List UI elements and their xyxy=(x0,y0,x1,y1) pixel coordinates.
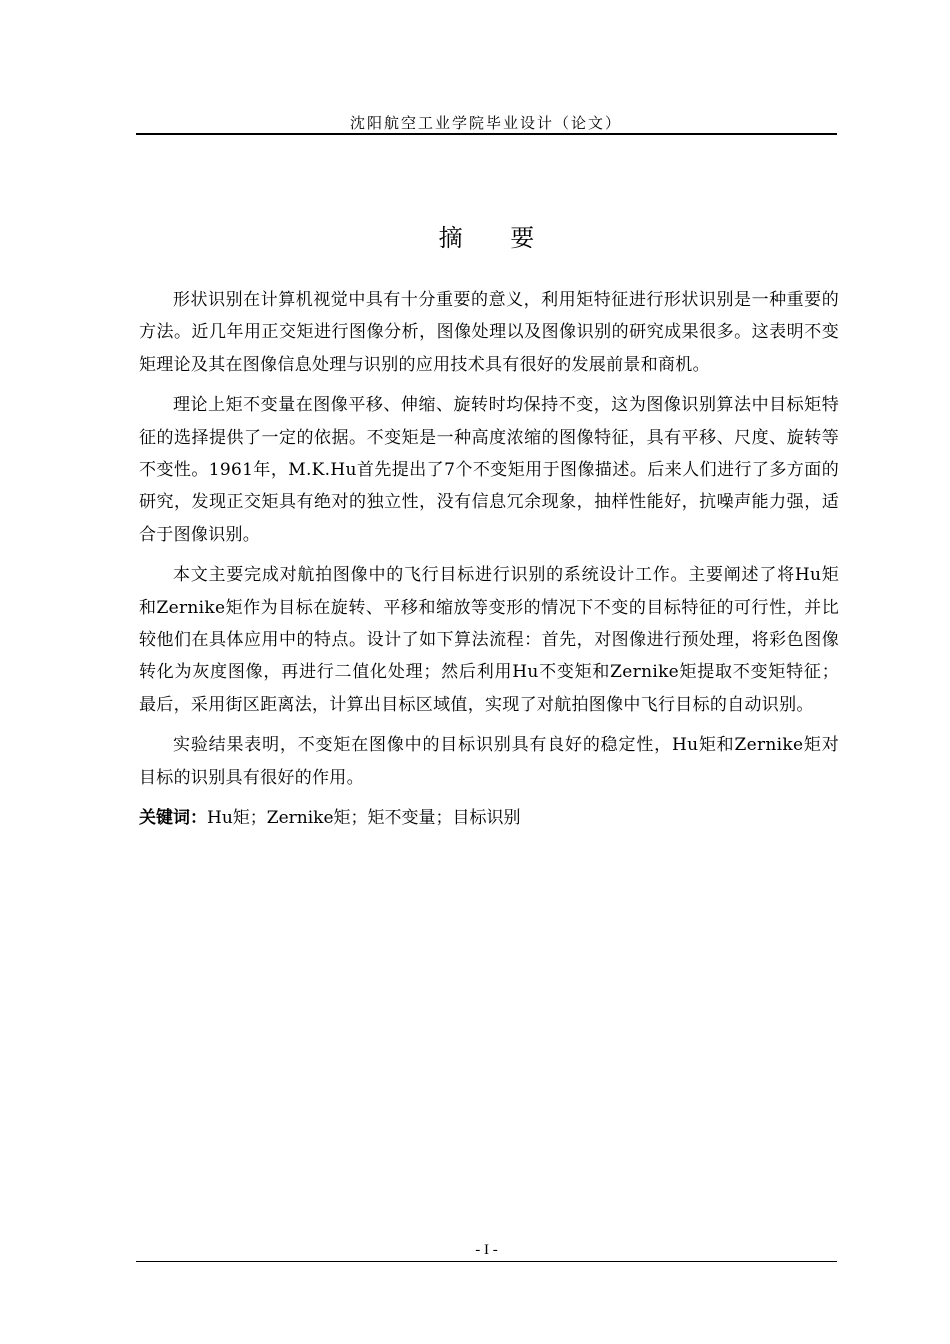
abstract-paragraph-2: 理论上矩不变量在图像平移、伸缩、旋转时均保持不变，这为图像识别算法中目标矩特征的选择提供了一定的依据。不变矩是一种高度浓缩的图像特征，具有平移、尺度、旋转等不变性。1961年，M.K.Hu首先提出了7个不变矩用于图像描述。后来人们进行了多方面的研究，发现正交矩具有绝对的独立性，没有信息冗余现象，抽样性能好，抗噪声能力强，适合于图像识别。 xyxy=(139,395,839,545)
footer-divider xyxy=(136,1261,837,1262)
keywords-label: 关键词： xyxy=(139,808,207,829)
running-header: 沈阳航空工业学院毕业设计（论文） xyxy=(349,114,622,132)
abstract-paragraph-3: 本文主要完成对航拍图像中的飞行目标进行识别的系统设计工作。主要阐述了将Hu矩和Zernike矩作为目标在旋转、平移和缩放等变形的情况下不变的目标特征的可行性，并比较他们在具体应用中的特点。设计了如下算法流程：首先，对图像进行预处理，将彩色图像转化为灰度图像，再进行二值化处理；然后利用Hu不变矩和Zernike矩提取不变矩特征；最后，采用街区距离法，计算出目标区域值，实现了对航拍图像中飞行目标的自动识别。 xyxy=(139,565,839,715)
keywords-line xyxy=(139,802,839,834)
header-divider xyxy=(136,133,837,135)
page-number: - I - xyxy=(475,1242,498,1258)
abstract-paragraph-4: 实验结果表明，不变矩在图像中的目标识别具有良好的稳定性，Hu矩和Zernike矩对目标的识别具有很好的作用。 xyxy=(139,735,839,788)
keywords-text: Hu矩；Zernike矩；矩不变量；目标识别 xyxy=(207,808,521,829)
abstract-paragraph-1: 形状识别在计算机视觉中具有十分重要的意义，利用矩特征进行形状识别是一种重要的方法。近几年用正交矩进行图像分析，图像处理以及图像识别的研究成果很多。这表明不变矩理论及其在图像信息处理与识别的应用技术具有很好的发展前景和商机。 xyxy=(139,290,839,375)
abstract-body xyxy=(139,284,839,834)
abstract-title: 摘 要 xyxy=(438,224,555,252)
